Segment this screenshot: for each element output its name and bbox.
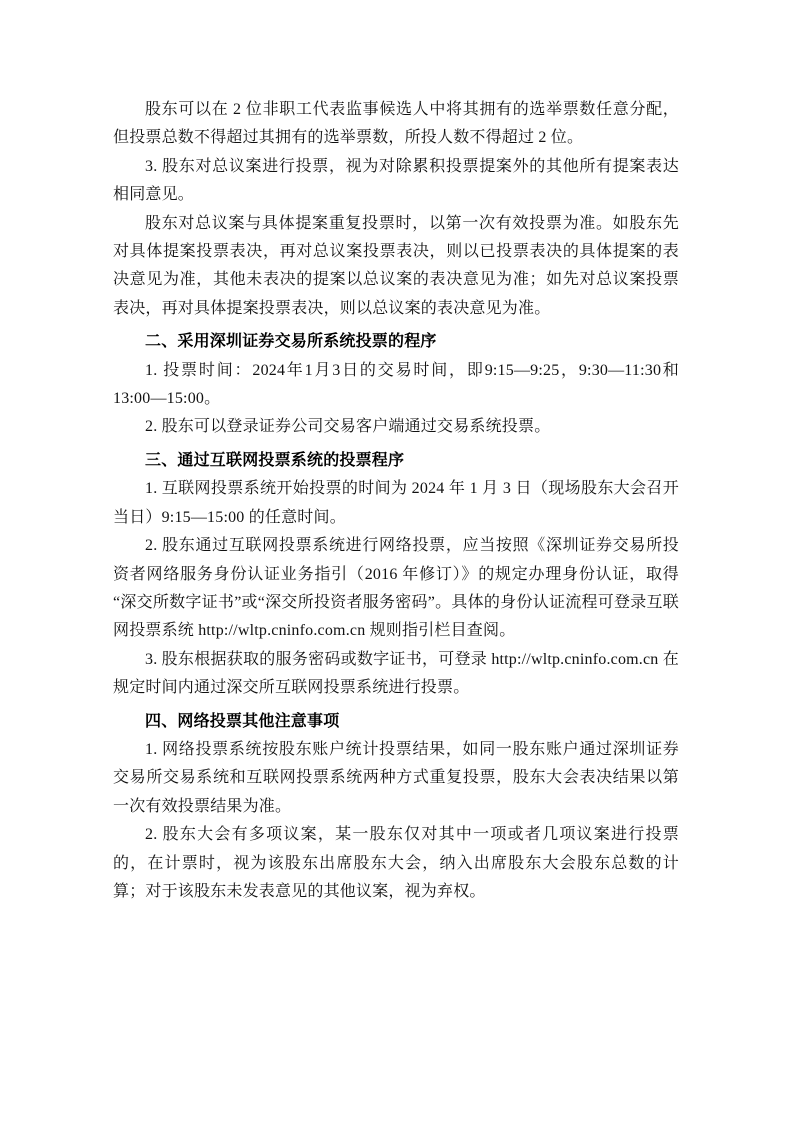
- paragraph-trading-client-voting: 2. 股东可以登录证券公司交易客户端通过交易系统投票。: [145, 418, 551, 436]
- section-heading-other-notes: 四、网络投票其他注意事项: [145, 712, 340, 730]
- url-text: http://wltp.cninfo.com.cn: [491, 650, 659, 668]
- paragraph-login-and-vote: 3. 股东根据获取的服务密码或数字证书，可登录 http://wltp.cninfo.com.cn 在规定时间内通过深交所互联网投票系统进行投票。: [113, 650, 679, 697]
- paragraph-partial-voting-abstain: 2. 股东大会有多项议案，某一股东仅对其中一项或者几项议案进行投票的，在计票时，视为该股东出席股东大会，纳入出席股东大会股东总数的计算；对于该股东未发表意见的其他议案，视为弃权。: [113, 826, 679, 900]
- paragraph-duplicate-vote-counting: 1. 网络投票系统按股东账户统计投票结果，如同一股东账户通过深圳证券交易所交易系统和互联网投票系统两种方式重复投票，股东大会表决结果以第一次有效投票结果为准。: [113, 740, 679, 815]
- paragraph-voting-time: 1. 投票时间：2024年1月3日的交易时间，即9:15—9:25，9:30—11:30和13:00—15:00。: [113, 361, 679, 408]
- section-heading-internet-voting-procedure: 三、通过互联网投票系统的投票程序: [145, 451, 405, 469]
- paragraph-cumulative-voting-allocation: 股东可以在 2 位非职工代表监事候选人中将其拥有的选举票数任意分配，但投票总数不得超过其拥有的选举票数，所投人数不得超过 2 位。: [113, 101, 679, 147]
- url-text: http://wltp.cninfo.com.cn: [198, 622, 366, 640]
- document-body: [113, 96, 679, 906]
- paragraph-duplicate-voting-rule: 股东对总议案与具体提案重复投票时，以第一次有效投票为准。如股东先对具体提案投票表决，再对总议案投票表决，则以已投票表决的具体提案的表决意见为准，其他未表决的提案以总议案的表决意见为准；如先对总议案投票表决，再对具体提案投票表决，则以总议案的表决意见为准。: [113, 214, 679, 317]
- paragraph-internet-voting-time: 1. 互联网投票系统开始投票的时间为 2024 年 1 月 3 日（现场股东大会召开当日）9:15—15:00 的任意时间。: [113, 480, 679, 526]
- section-heading-szse-system-procedure: 二、采用深圳证券交易所系统投票的程序: [145, 333, 437, 351]
- paragraph-identity-authentication: 2. 股东通过互联网投票系统进行网络投票，应当按照《深圳证券交易所投资者网络服务身份认证业务指引（2016 年修订）》的规定办理身份认证，取得“深交所数字证书”或“深交所投资者服务密码”。具体的身份认证流程可登录互联网投票系统 http://wltp.cninfo.com.cn 规则指引栏目查阅。: [113, 537, 679, 640]
- paragraph-general-proposal-voting: 3. 股东对总议案进行投票，视为对除累积投票提案外的其他所有提案表达相同意见。: [113, 157, 679, 204]
